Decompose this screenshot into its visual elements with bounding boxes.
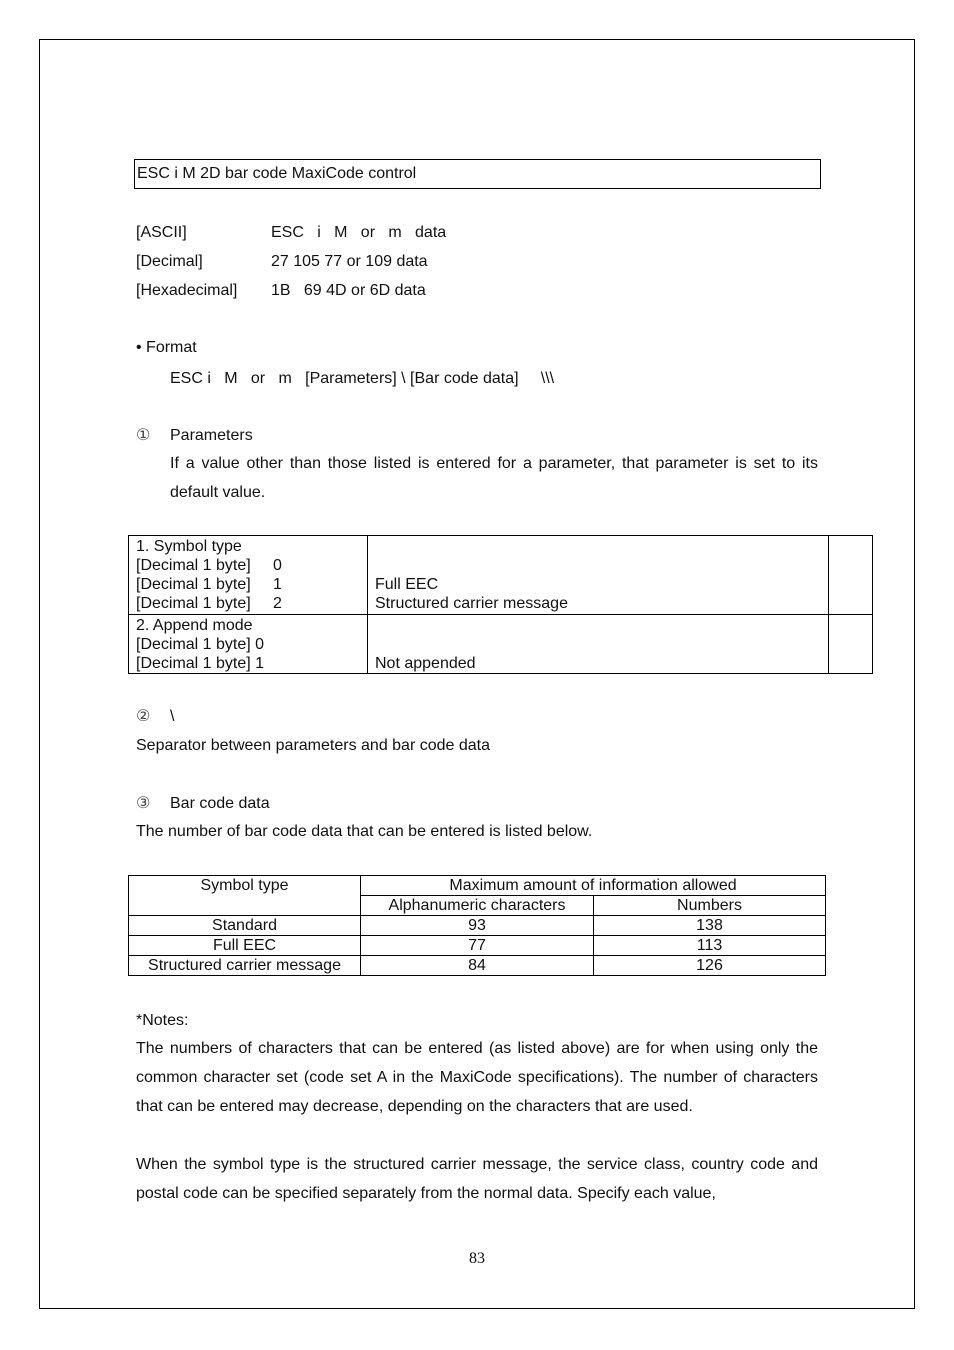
- param-text: [375, 556, 828, 575]
- param-text: [Decimal 1 byte] 2: [136, 595, 282, 612]
- param-text: Full EEC: [375, 576, 439, 593]
- section2-marker: ②: [136, 708, 151, 725]
- cell-numbers: 126: [594, 956, 826, 976]
- format-heading: • Format: [136, 339, 197, 356]
- format-syntax: ESC i M or m [Parameters] \ [Bar code data] \\\: [170, 370, 555, 387]
- header-max-info: Maximum amount of information allowed: [361, 876, 826, 896]
- table-row: [129, 536, 873, 615]
- cell-symbol-type: Full EEC: [129, 936, 361, 956]
- section3-text: The number of bar code data that can be entered is listed below.: [136, 823, 593, 840]
- cell-symbol-type: Structured carrier message: [129, 956, 361, 976]
- param-text: 2. Append mode: [136, 617, 253, 634]
- section3-marker: ③: [136, 795, 151, 812]
- notes-heading: *Notes:: [136, 1012, 189, 1029]
- cell-alphanumeric: 77: [361, 936, 594, 956]
- param-text: [Decimal 1 byte] 1: [136, 655, 265, 672]
- header-alphanumeric: Alphanumeric characters: [361, 896, 594, 916]
- param-cell-right: [829, 536, 873, 615]
- table-row: [129, 916, 826, 936]
- header-numbers: Numbers: [594, 896, 826, 916]
- code-label-ascii: [ASCII]: [136, 224, 187, 241]
- param-text: Structured carrier message: [375, 595, 568, 612]
- cell-numbers: 113: [594, 936, 826, 956]
- cell-alphanumeric: 93: [361, 916, 594, 936]
- param-text: [375, 537, 828, 556]
- param-cell-left: [129, 615, 368, 674]
- param-text: [Decimal 1 byte] 1: [136, 576, 282, 593]
- code-label-hex: [Hexadecimal]: [136, 282, 238, 299]
- code-value-decimal: 27 105 77 or 109 data: [271, 253, 428, 270]
- header-symbol-type: Symbol type: [129, 876, 361, 916]
- cell-numbers: 138: [594, 916, 826, 936]
- table-row: [129, 936, 826, 956]
- param-cell-left: [129, 536, 368, 615]
- cell-alphanumeric: 84: [361, 956, 594, 976]
- table-row: [129, 615, 873, 674]
- section2-text: Separator between parameters and bar code data: [136, 737, 491, 754]
- parameter-table: [128, 535, 873, 674]
- table-row: [129, 956, 826, 976]
- command-title: ESC i M 2D bar code MaxiCode control: [134, 159, 821, 189]
- table-row: [129, 876, 826, 896]
- code-value-ascii: ESC i M or m data: [271, 224, 447, 241]
- notes-paragraph-2: When the symbol type is the structured carrier message, the service class, country code and postal code can be specified separately from the normal data. Specify each value,: [136, 1156, 818, 1202]
- section1-marker: ①: [136, 427, 151, 444]
- code-label-decimal: [Decimal]: [136, 253, 203, 270]
- maxicode-capacity-table: [128, 875, 826, 976]
- param-cell-right: [829, 615, 873, 674]
- param-cell-middle: [368, 615, 829, 674]
- param-text: 1. Symbol type: [136, 538, 242, 555]
- cell-symbol-type: Standard: [129, 916, 361, 936]
- param-text: [375, 616, 828, 635]
- page-number: 83: [469, 1250, 485, 1267]
- param-cell-middle: [368, 536, 829, 615]
- section2-symbol: \: [170, 708, 175, 725]
- param-text: [375, 635, 828, 654]
- section3-heading: Bar code data: [170, 795, 270, 812]
- notes-paragraph-1: The numbers of characters that can be entered (as listed above) are for when using only the common character set (code set A in the MaxiCode specifications). The number of characters that can be entered may decrease, depending on the characters that are used.: [136, 1040, 818, 1115]
- section1-heading: Parameters: [170, 427, 253, 444]
- param-text: [Decimal 1 byte] 0: [136, 636, 265, 653]
- code-value-hex: 1B 69 4D or 6D data: [271, 282, 426, 299]
- section1-text: If a value other than those listed is entered for a parameter, that parameter is set to its default value.: [170, 455, 818, 501]
- param-text: [Decimal 1 byte] 0: [136, 557, 282, 574]
- param-text: Not appended: [375, 655, 476, 672]
